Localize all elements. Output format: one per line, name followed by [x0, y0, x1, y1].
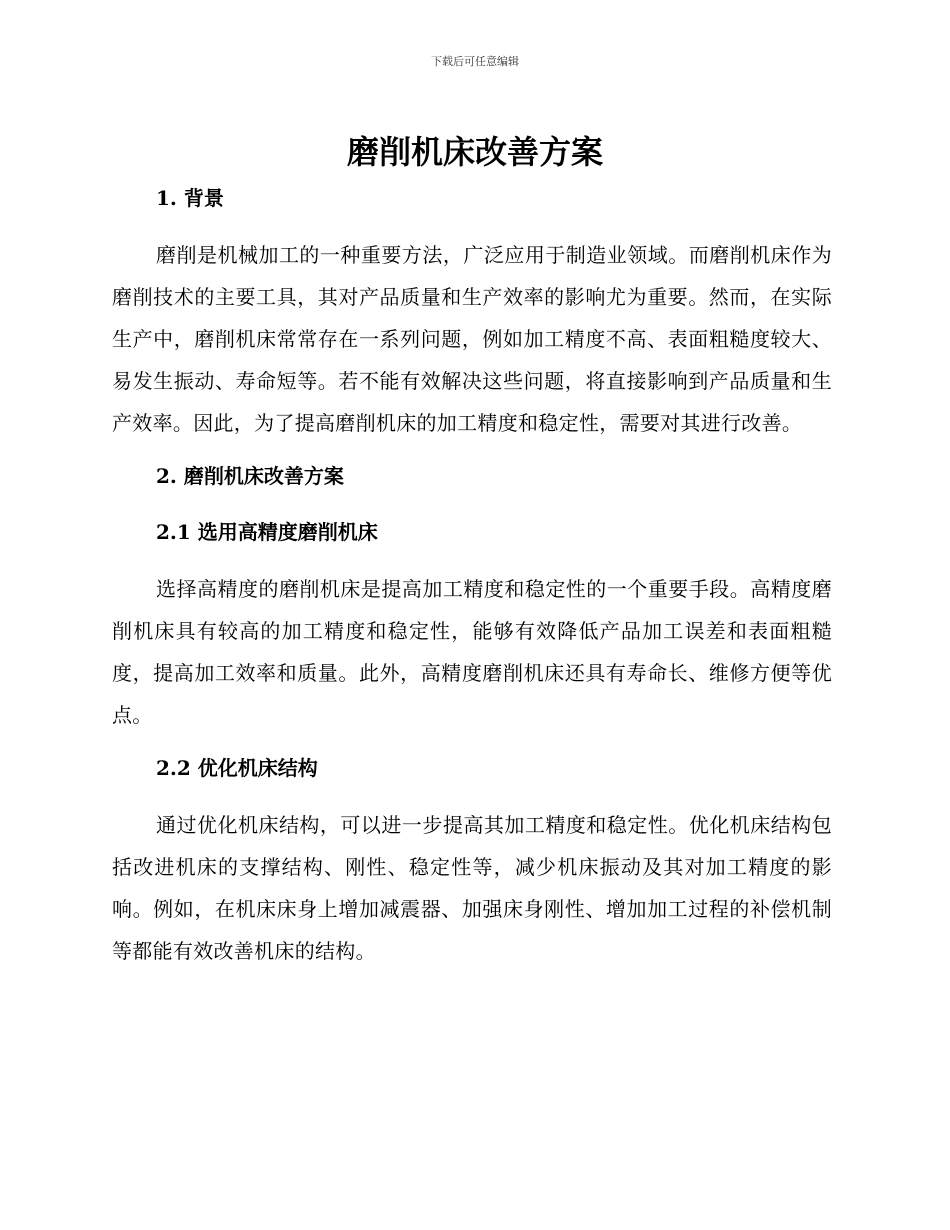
section-heading-improvement-plan: 2. 磨削机床改善方案 [156, 464, 344, 488]
document-title: 磨削机床改善方案 [346, 133, 603, 171]
section-heading-background: 1. 背景 [156, 186, 224, 210]
subsection-paragraph-high-precision: 选择高精度的磨削机床是提高加工精度和稳定性的一个重要手段。高精度磨削机床具有较高的加工精度和稳定性，能够有效降低产品加工误差和表面粗糙度，提高加工效率和质量。此外，高精度磨削机床还具有寿命长、维修方便等优点。 [112, 577, 832, 727]
subsection-heading-high-precision: 2.1 选用高精度磨削机床 [156, 520, 378, 544]
document-body [112, 178, 832, 972]
header-note: 下载后可任意编辑 [431, 55, 519, 68]
section-paragraph-background: 磨削是机械加工的一种重要方法，广泛应用于制造业领域。而磨削机床作为磨削技术的主要工具，其对产品质量和生产效率的影响尤为重要。然而，在实际生产中，磨削机床常常存在一系列问题，例如加工精度不高、表面粗糙度较大、易发生振动、寿命短等。若不能有效解决这些问题，将直接影响到产品质量和生产效率。因此，为了提高磨削机床的加工精度和稳定性，需要对其进行改善。 [112, 243, 832, 435]
subsection-paragraph-optimize-structure: 通过优化机床结构，可以进一步提高其加工精度和稳定性。优化机床结构包括改进机床的支撑结构、刚性、稳定性等，减少机床振动及其对加工精度的影响。例如，在机床床身上增加减震器、加强床身刚性、增加加工过程的补偿机制等都能有效改善机床的结构。 [112, 813, 832, 963]
subsection-heading-optimize-structure: 2.2 优化机床结构 [156, 756, 318, 780]
